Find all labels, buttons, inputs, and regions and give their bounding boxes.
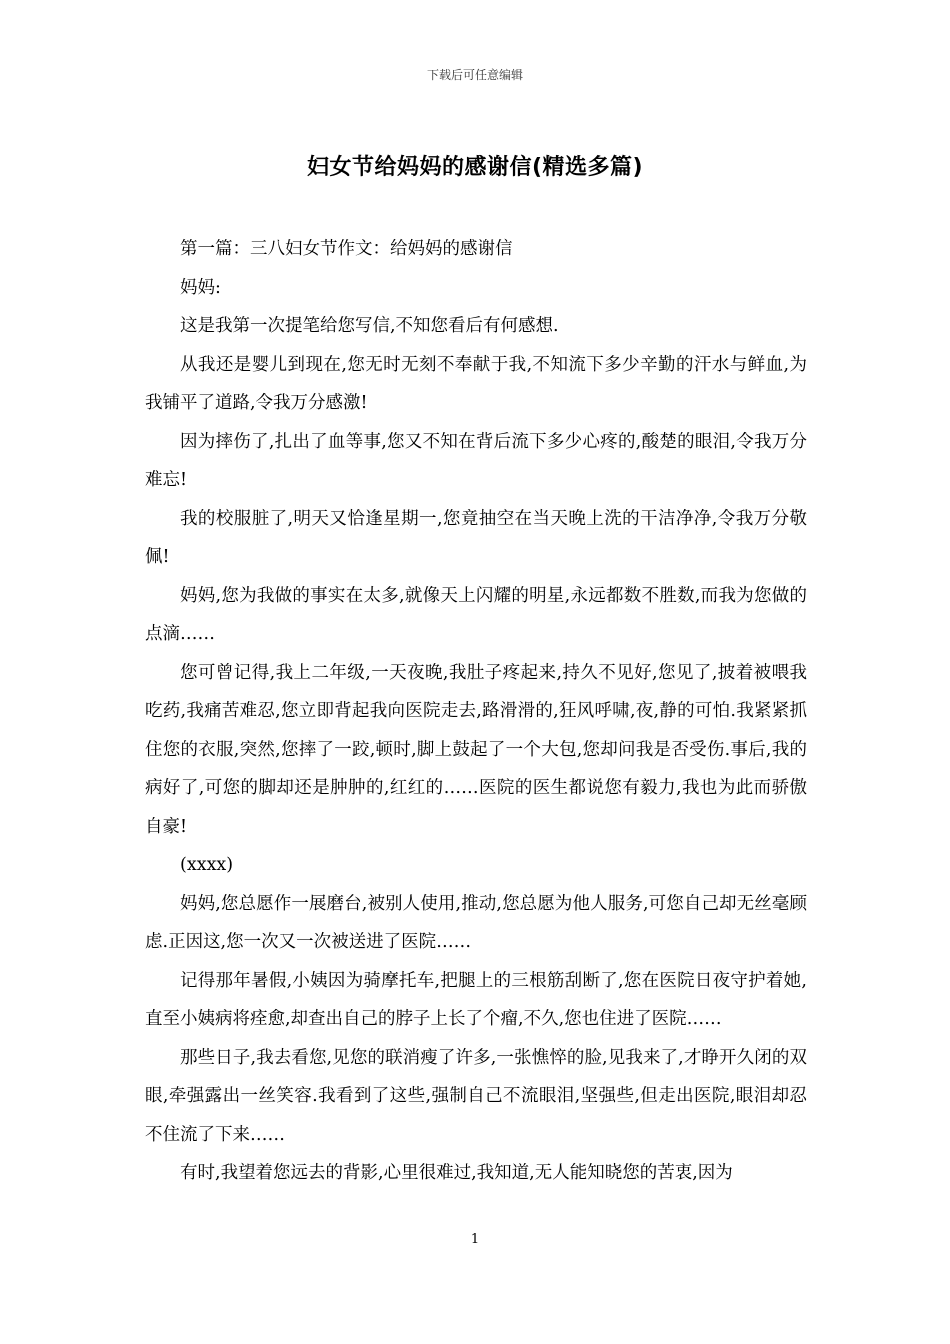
paragraph: 从我还是婴儿到现在,您无时无刻不奉献于我,不知流下多少辛勤的汗水与鲜血,为我铺平了道路,令我万分感激! bbox=[145, 354, 807, 413]
paragraph: 妈妈: bbox=[180, 277, 221, 298]
paragraph: 这是我第一次提笔给您写信,不知您看后有何感想. bbox=[180, 316, 559, 336]
page-number: 1 bbox=[470, 1232, 480, 1247]
document-body bbox=[145, 230, 807, 1193]
paragraph: 第一篇：三八妇女节作文：给妈妈的感谢信 bbox=[180, 239, 513, 259]
paragraph: 妈妈,您总愿作一展磨台,被别人使用,推动,您总愿为他人服务,可您自己却无丝毫顾虑.正因这,您一次又一次被送进了医院…… bbox=[145, 893, 807, 952]
paragraph: 妈妈,您为我做的事实在太多,就像天上闪耀的明星,永远都数不胜数,而我为您做的点滴…… bbox=[145, 585, 807, 644]
paragraph: 您可曾记得,我上二年级,一天夜晚,我肚子疼起来,持久不见好,您见了,披着被喂我吃药,我痛苦难忍,您立即背起我向医院走去,路滑滑的,狂风呼啸,夜,静的可怕.我紧紧抓住您的衣服,突然,您摔了一跤,顿时,脚上鼓起了一个大包,您却问我是否受伤.事后,我的病好了,可您的脚却还是肿肿的,红红的……医院的医生都说您有毅力,我也为此而骄傲自豪! bbox=[145, 662, 807, 837]
paragraph: 因为摔伤了,扎出了血等事,您又不知在背后流下多少心疼的,酸楚的眼泪,令我万分难忘! bbox=[145, 431, 807, 490]
paragraph: 有时,我望着您远去的背影,心里很难过,我知道,无人能知晓您的苦衷,因为 bbox=[180, 1163, 733, 1183]
paragraph: 记得那年暑假,小姨因为骑摩托车,把腿上的三根筋刮断了,您在医院日夜守护着她,直至小姨病将痊愈,却查出自己的脖子上长了个瘤,不久,您也住进了医院…… bbox=[145, 970, 807, 1029]
paragraph: 我的校服脏了,明天又恰逢星期一,您竟抽空在当天晚上洗的干洁净净,令我万分敬佩! bbox=[145, 508, 807, 567]
paragraph: 那些日子,我去看您,见您的联消瘦了许多,一张憔悴的脸,见我来了,才睁开久闭的双眼,牵强露出一丝笑容.我看到了这些,强制自己不流眼泪,坚强些,但走出医院,眼泪却忍不住流了下来…… bbox=[145, 1047, 807, 1145]
paragraph: (xxxx) bbox=[180, 855, 234, 875]
header-note: 下载后可任意编辑 bbox=[426, 68, 523, 82]
document-title: 妇女节给妈妈的感谢信(精选多篇) bbox=[306, 155, 644, 180]
